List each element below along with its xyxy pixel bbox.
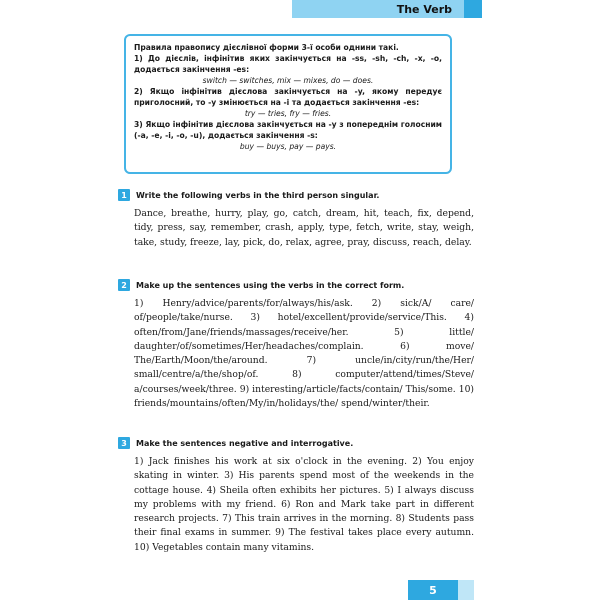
grammar-rule-box [124, 34, 452, 174]
rule-example-2: try — tries, fry — fries. [244, 109, 332, 118]
rule-example-3: buy — buys, pay — pays. [239, 142, 337, 151]
exercise-header [118, 189, 474, 201]
rule-item-3: 3) Якщо інфінітив дієслова закінчується на -y з попереднім голосним (-a, -e, -i, -o, -u), додається закінчення -s: [134, 120, 442, 140]
exercise-body: 1) Henry/advice/parents/for/always/his/ask. 2) sick/A/ care/ of/people/take/nurse. 3) hotel/excellent/provide/service/This. 4) often/from/Jane/friends/massages/receive/her. 5) little/ daughter/of/sometimes/Her/headaches/complain. 6) move/ The/Earth/Moon/the/around. 7) uncle/in/city/run/the/Her/ small/centre/a/the/shop/of. 8) computer/attend/times/Steve/ a/courses/week/three. 9) interesting/article/facts/contain/ This/some. 10) friends/mountains/often/My/in/holidays/the/ spend/winter/their. [134, 298, 474, 410]
exercise-3 [118, 437, 474, 555]
exercise-header [118, 279, 474, 291]
exercise-1 [118, 189, 474, 250]
exercise-header [118, 437, 474, 449]
header-accent [464, 0, 482, 18]
rule-example-1: switch — switches, mix — mixes, do — does. [202, 76, 374, 85]
exercise-number-badge: 3 [118, 437, 130, 449]
exercise-number-badge: 1 [118, 189, 130, 201]
exercise-title: Write the following verbs in the third person singular. [136, 190, 380, 200]
exercise-number-badge: 2 [118, 279, 130, 291]
exercise-title: Make up the sentences using the verbs in the correct form. [136, 280, 405, 290]
header-tab [292, 0, 482, 18]
page-number: 5 [408, 580, 458, 600]
rule-item-1: 1) До дієслів, інфінітив яких закінчується на -ss, -sh, -ch, -x, -o, додається закінчення -es: [134, 54, 442, 74]
exercise-2 [118, 279, 474, 411]
exercise-body: Dance, breathe, hurry, play, go, catch, dream, hit, teach, fix, depend, tidy, press, say, remember, crash, apply, type, fetch, write, stay, weigh, take, study, freeze, lay, pick, do, relax, agree, pray, discuss, reach, delay. [134, 208, 474, 248]
exercise-title: Make the sentences negative and interrogative. [136, 438, 354, 448]
page-title: The Verb [396, 2, 452, 16]
exercise-body: 1) Jack finishes his work at six o'clock in the evening. 2) You enjoy skating in winter. 3) His parents spend most of the weekends in the cottage house. 4) Sheila often exhibits her pictures. 5) I always discuss my problems with my friend. 6) Ron and Mark take part in different research projects. 7) This train arrives in the morning. 8) Students pass their final exams in summer. 9) The festival takes place every autumn. 10) Vegetables contain many vitamins. [134, 456, 474, 553]
rule-item-2: 2) Якщо інфінітив дієслова закінчується на -y, якому передує приголосний, то -y змінюється на -i та додається закінчення -es: [134, 87, 442, 107]
rule-title: Правила правопису дієслівної форми 3-ї особи однини такі. [134, 43, 399, 52]
